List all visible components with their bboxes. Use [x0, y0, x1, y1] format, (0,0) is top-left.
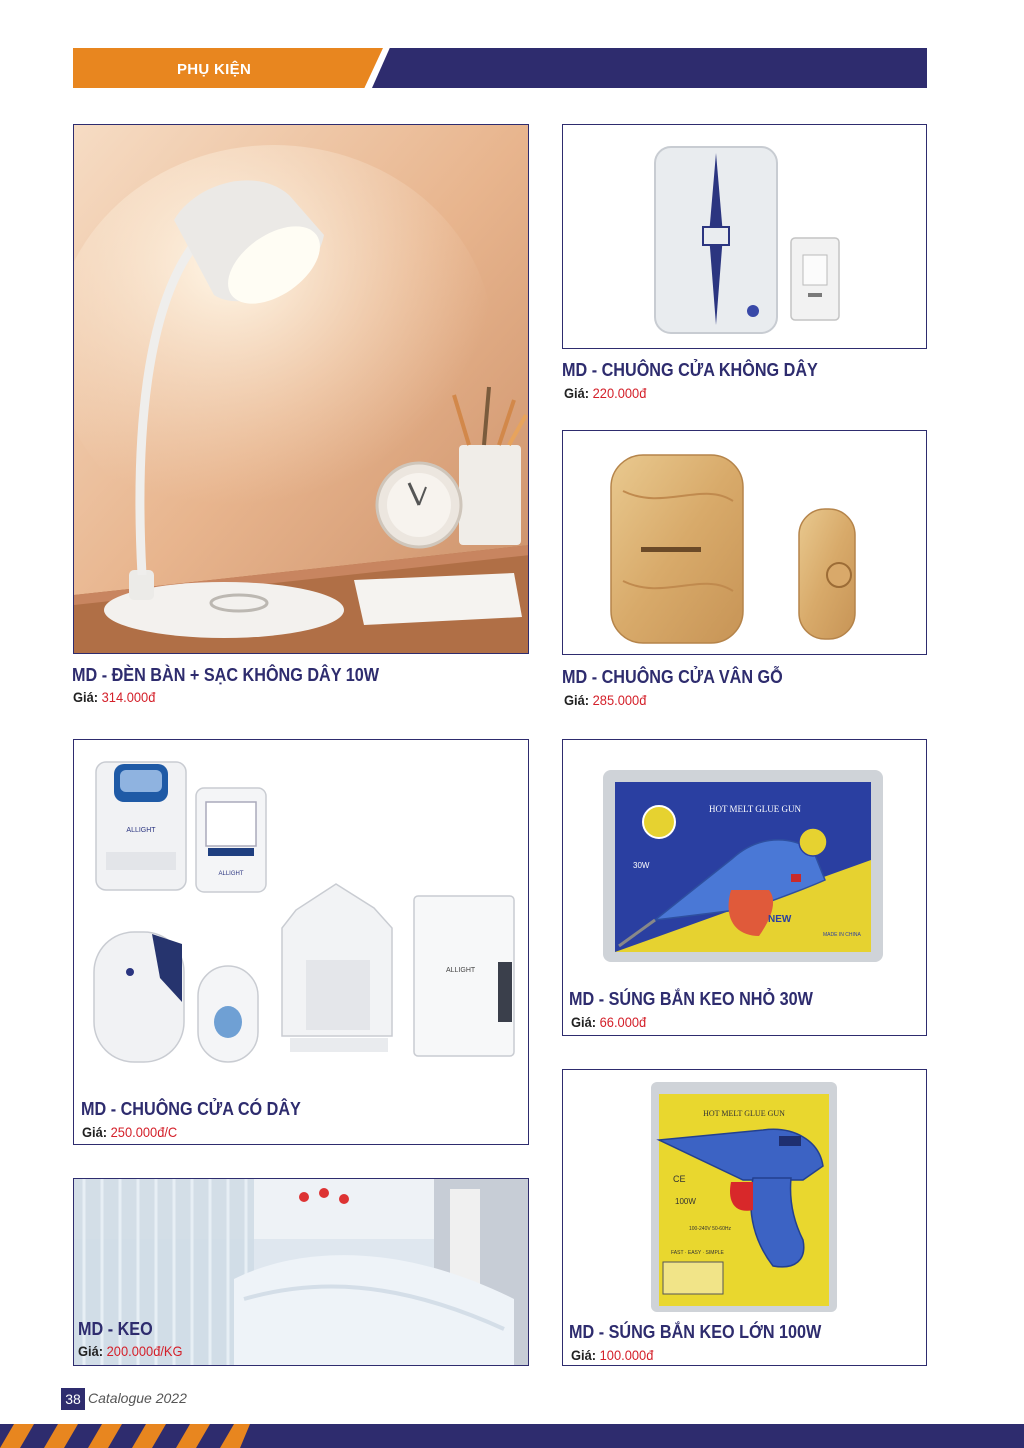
section-title: PHỤ KIỆN: [177, 61, 252, 78]
product-price: [571, 1014, 646, 1030]
product-title: MD - CHUÔNG CỬA VÂN GỖ: [562, 667, 783, 687]
price-value: 200.000đ/KG: [106, 1343, 183, 1359]
product-price: [78, 1343, 183, 1359]
brand-label: ALLIGHT: [126, 827, 156, 834]
brand-label: ALLIGHT: [446, 967, 476, 974]
tagline-text: FAST · EASY · SIMPLE: [671, 1250, 724, 1256]
product-title: MD - ĐÈN BÀN + SẠC KHÔNG DÂY 10W: [72, 665, 380, 685]
product-title: MD - CHUÔNG CỬA CÓ DÂY: [81, 1099, 301, 1119]
price-value: 285.000đ: [592, 692, 647, 708]
page-number: 38: [61, 1388, 85, 1410]
price-label: Giá:: [564, 692, 590, 708]
price-value: 66.000đ: [599, 1014, 647, 1030]
price-label: Giá:: [564, 385, 590, 401]
wattage-text: 100W: [675, 1197, 696, 1206]
price-value: 250.000đ/C: [110, 1124, 178, 1140]
product-price: [571, 1347, 653, 1363]
product-title: MD - SÚNG BẮN KEO NHỎ 30W: [569, 989, 813, 1009]
brand-label: ALLIGHT: [218, 871, 244, 877]
ce-mark: CE: [673, 1174, 686, 1184]
price-value: 100.000đ: [599, 1347, 654, 1363]
product-price: [82, 1124, 177, 1140]
catalogue-label: Catalogue 2022: [88, 1390, 187, 1406]
product-title: MD - CHUÔNG CỬA KHÔNG DÂY: [562, 360, 818, 380]
product-image-wood-doorbell: [562, 430, 927, 655]
product-price: [564, 385, 646, 401]
made-in-text: MADE IN CHINA: [823, 932, 861, 938]
price-value: 220.000đ: [592, 385, 647, 401]
wattage-text: 30W: [633, 861, 650, 870]
product-image-desk-lamp: [73, 124, 529, 654]
gun-title-text: HOT MELT GLUE GUN: [708, 804, 802, 814]
footer-stripes: [0, 1424, 250, 1448]
price-label: Giá:: [571, 1014, 597, 1030]
header-navy-band: [372, 48, 927, 88]
product-price: [564, 692, 646, 708]
product-image-wireless-doorbell: [562, 124, 927, 349]
new-badge: NEW: [768, 914, 792, 925]
gun-title-text: HOT MELT GLUE GUN: [703, 1109, 785, 1118]
price-label: Giá:: [82, 1124, 108, 1140]
product-price: [73, 689, 155, 705]
product-title: MD - KEO: [78, 1319, 153, 1339]
voltage-text: 100-240V 50-60Hz: [689, 1226, 731, 1232]
product-title: MD - SÚNG BẮN KEO LỚN 100W: [569, 1322, 822, 1342]
price-value: 314.000đ: [101, 689, 156, 705]
price-label: Giá:: [73, 689, 99, 705]
price-label: Giá:: [78, 1343, 104, 1359]
price-label: Giá:: [571, 1347, 597, 1363]
product-image-wired-doorbell: [73, 739, 529, 1145]
